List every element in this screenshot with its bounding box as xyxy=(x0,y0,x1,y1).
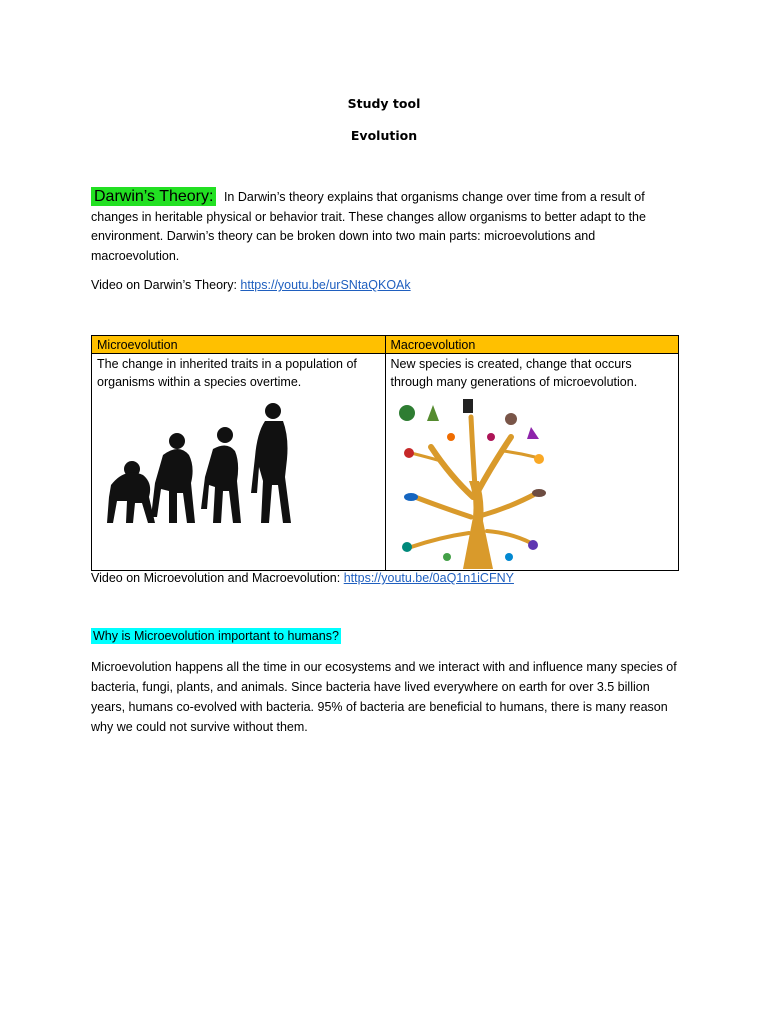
darwin-video-link[interactable]: https://youtu.be/urSNtaQKOAk xyxy=(240,278,411,292)
table-row xyxy=(92,354,679,571)
evolution-table xyxy=(91,335,679,571)
question-heading: Why is Microevolution important to humans? xyxy=(93,629,339,643)
page-subtitle: Evolution xyxy=(350,128,418,143)
darwin-video-line xyxy=(91,278,411,292)
cell-microevolution xyxy=(92,354,386,571)
darwin-paragraph xyxy=(91,187,681,266)
darwin-video-label: Video on Darwin’s Theory: xyxy=(91,278,237,292)
tree-of-life-image xyxy=(391,397,551,569)
macro-definition: New species is created, change that occurs through many generations of microevolution. xyxy=(390,357,638,389)
question-paragraph: Microevolution happens all the time in our ecosystems and we interact with and influence many species of bacteria, fungi, plants, and animals. Since bacteria have lived everywhere on earth for over 3.5 billion years, humans co-evolved with bacteria. 95% of bacteria are beneficial to humans, there is many reason why we could not survive without them. xyxy=(91,660,677,734)
micro-definition: The change in inherited traits in a population of organisms within a species overtime. xyxy=(97,357,357,389)
evolution-video-label: Video on Microevolution and Macroevolution: xyxy=(91,571,341,585)
header-macroevolution: Macroevolution xyxy=(385,336,679,354)
table-header-row xyxy=(92,336,679,354)
human-evolution-silhouette-image xyxy=(97,397,307,527)
evolution-video-line xyxy=(91,571,514,585)
darwin-text: In Darwin’s theory explains that organisms change over time from a result of changes in heritable physical or behavior trait. These changes allow organisms to better adapt to the environment. Darwin’s theory can be broken down into two main parts: microevolutions and macroevolution. xyxy=(91,190,646,263)
header-microevolution: Microevolution xyxy=(92,336,386,354)
cell-macroevolution xyxy=(385,354,679,571)
darwin-heading: Darwin’s Theory: xyxy=(91,187,216,206)
page-title: Study tool xyxy=(347,96,421,111)
evolution-video-link[interactable]: https://youtu.be/0aQ1n1iCFNY xyxy=(343,571,514,585)
